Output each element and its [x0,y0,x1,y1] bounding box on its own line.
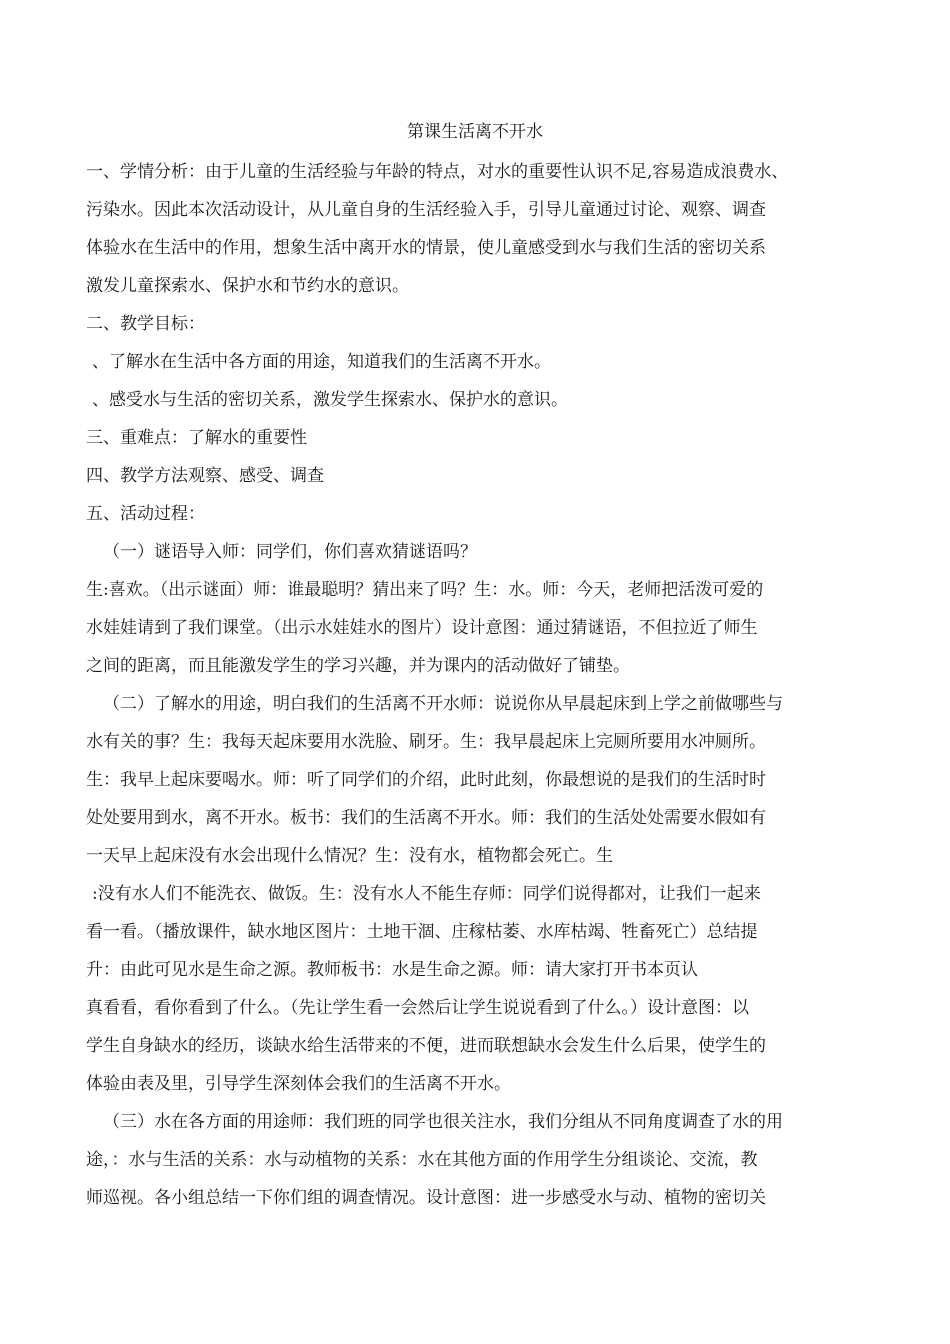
objective-item: 、感受水与生活的密切关系，激发学生探索水、保护水的意识。 [92,390,568,410]
paragraph-line: 真看看，看你看到了什么。（先让学生看一会然后让学生说说看到了什么。）设计意图：以 [86,998,749,1018]
section-heading: 四、教学方法观察、感受、调查 [86,466,324,486]
document-body [86,160,886,1224]
subsection-line: （一）谜语导入师：同学们，你们喜欢猜谜语吗？ [103,542,477,562]
section-heading: 五、活动过程： [86,504,205,524]
paragraph-line: 水有关的事？生：我每天起床要用水洗脸、刷牙。生：我早晨起床上完厕所要用水冲厕所。 [86,732,766,752]
subsection-line: （三）水在各方面的用途师：我们班的同学也很关注水，我们分组从不同角度调查了水的用 [103,1112,783,1132]
paragraph-line: 师巡视。各小组总结一下你们组的调查情况。设计意图：进一步感受水与动、植物的密切关 [86,1188,766,1208]
document-title: 第课生活离不开水 [407,122,543,142]
paragraph-line: :没有水人们不能洗衣、做饭。生：没有水人不能生存师：同学们说得都对，让我们一起来 [92,884,761,904]
subsection-line: （二）了解水的用途，明白我们的生活离不开水师：说说你从早晨起床到上学之前做哪些与 [103,694,783,714]
paragraph-line: 升：由此可见水是生命之源。教师板书：水是生命之源。师：请大家打开书本页认 [86,960,698,980]
paragraph-line: 激发儿童探索水、保护水和节约水的意识。 [86,276,409,296]
paragraph-line: 一天早上起床没有水会出现什么情况？生：没有水，植物都会死亡。生 [86,846,613,866]
paragraph-line: 之间的距离，而且能激发学生的学习兴趣，并为课内的活动做好了铺垫。 [86,656,630,676]
objective-item: 、了解水在生活中各方面的用途，知道我们的生活离不开水。 [92,352,551,372]
paragraph-line: 学生自身缺水的经历，谈缺水给生活带来的不便，进而联想缺水会发生什么后果，使学生的 [86,1036,766,1056]
paragraph-line: 体验水在生活中的作用，想象生活中离开水的情景，使儿童感受到水与我们生活的密切关系 [86,238,766,258]
paragraph-line: 体验由表及里，引导学生深刻体会我们的生活离不开水。 [86,1074,511,1094]
paragraph-line: 污染水。因此本次活动设计，从儿童自身的生活经验入手，引导儿童通过讨论、观察、调查 [86,200,766,220]
paragraph-line: 水娃娃请到了我们课堂。（出示水娃娃水的图片）设计意图：通过猜谜语，不但拉近了师生 [86,618,758,638]
paragraph-line: 看一看。（播放课件，缺水地区图片：土地干涸、庄稼枯萎、水库枯竭、牲畜死亡）总结提 [86,922,758,942]
paragraph-line: 处处要用到水，离不开水。板书：我们的生活离不开水。师：我们的生活处处需要水假如有 [86,808,766,828]
paragraph-line: 生:喜欢。（出示谜面）师：谁最聪明？猜出来了吗？生：水。师：今天，老师把活泼可爱的 [86,580,764,600]
section-heading: 二、教学目标： [86,314,205,334]
paragraph-line: 途，：水与生活的关系：水与动植物的关系：水在其他方面的作用学生分组谈论、交流，教 [86,1150,758,1170]
paragraph-line: 一、学情分析：由于儿童的生活经验与年龄的特点，对水的重要性认识不足,容易造成浪费水、 [86,162,789,182]
section-heading: 三、重难点：了解水的重要性 [86,428,307,448]
paragraph-line: 生：我早上起床要喝水。师：听了同学们的介绍，此时此刻，你最想说的是我们的生活时时 [86,770,766,790]
